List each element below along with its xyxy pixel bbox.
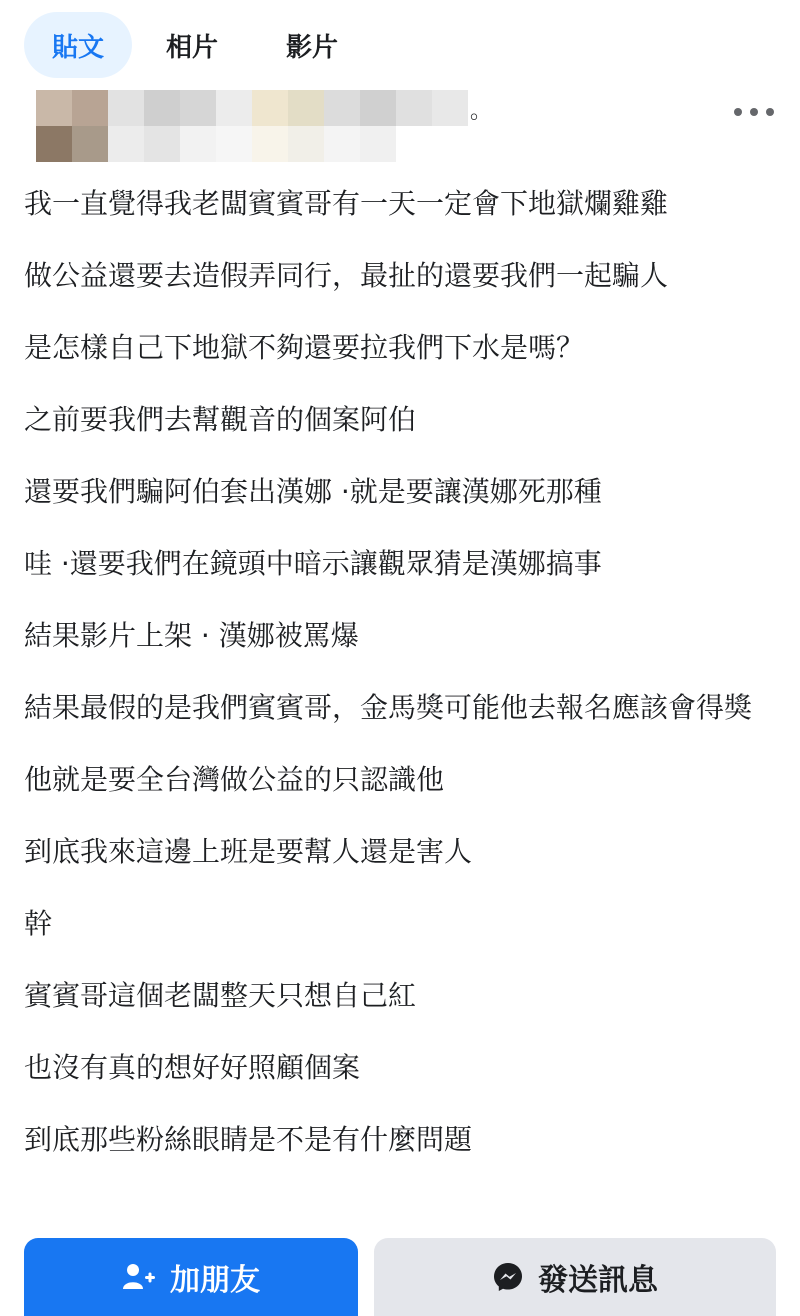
blurred-author-name	[36, 90, 468, 162]
post-line: 賓賓哥這個老闆整天只想自己紅	[24, 979, 417, 1012]
post-line: 結果影片上架 · 漢娜被罵爆	[24, 619, 359, 652]
name-period: 。	[470, 99, 493, 124]
tab-photos[interactable]: 相片	[166, 32, 219, 63]
send-message-button[interactable]	[374, 1238, 776, 1316]
post-body	[24, 186, 776, 1194]
more-options-icon[interactable]	[734, 100, 774, 124]
send-message-label: 發送訊息	[538, 1263, 658, 1298]
profile-tabs	[24, 12, 800, 78]
profile-actions	[24, 1238, 776, 1316]
post-line: 做公益還要去造假弄同行，最扯的還要我們一起騙人	[24, 259, 669, 292]
post-line: 我一直覺得我老闆賓賓哥有一天一定會下地獄爛雞雞	[24, 187, 669, 220]
add-friend-label: 加朋友	[170, 1263, 260, 1298]
post-line: 哇 ·還要我們在鏡頭中暗示讓觀眾猜是漢娜搞事	[24, 547, 602, 580]
post-line: 是怎樣自己下地獄不夠還要拉我們下水是嗎？	[24, 331, 585, 364]
post-line: 也沒有真的想好好照顧個案	[24, 1051, 361, 1084]
post-line: 還要我們騙阿伯套出漢娜 ·就是要讓漢娜死那種	[24, 475, 602, 508]
add-friend-button[interactable]	[24, 1238, 358, 1316]
post-line: 到底我來這邊上班是要幫人還是害人	[24, 835, 473, 868]
post-line: 幹	[24, 907, 53, 940]
post-line: 之前要我們去幫觀音的個案阿伯	[24, 403, 417, 436]
tab-posts[interactable]: 貼文	[24, 12, 132, 78]
messenger-icon	[492, 1261, 524, 1293]
post-header	[0, 86, 800, 166]
tab-videos[interactable]: 影片	[286, 32, 339, 63]
post-line: 他就是要全台灣做公益的只認識他	[24, 763, 445, 796]
post-line: 到底那些粉絲眼睛是不是有什麼問題	[24, 1123, 473, 1156]
post-line: 結果最假的是我們賓賓哥，金馬獎可能他去報名應該會得獎	[24, 691, 753, 724]
add-friend-icon	[122, 1262, 156, 1292]
